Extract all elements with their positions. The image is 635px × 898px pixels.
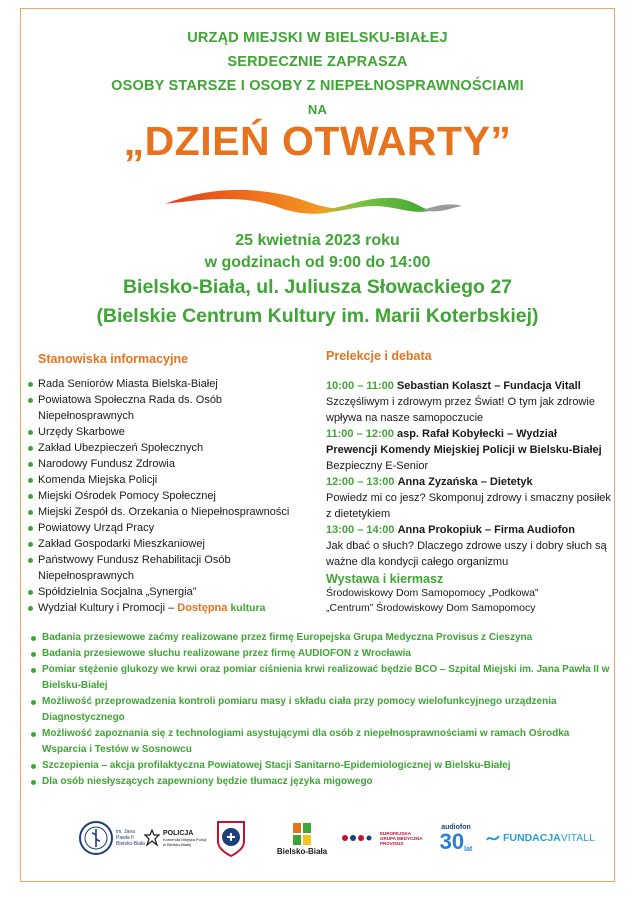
header-line-3: OSOBY STARSZE I OSOBY Z NIEPEŁNOSPRAWNOŚCIAMI xyxy=(111,78,524,94)
service-item: Szczepienia – akcja profilaktyczna Powiatowej Stacji Sanitarno-Epidemiologicznej w Bielsku-Białej xyxy=(28,758,614,774)
fire-brigade-logo xyxy=(214,812,254,864)
audiofon-lat: lat xyxy=(464,845,473,853)
city-crest-icon xyxy=(291,821,313,847)
lecture-speaker: asp. Rafał Kobyłecki – Wydział Prewencji Komendy Miejskiej Policji w Bielsku-Białej xyxy=(326,428,602,456)
hospital-logo xyxy=(78,812,148,864)
audiofon-years: 30 xyxy=(439,828,465,854)
event-date: 25 kwietnia 2023 roku xyxy=(235,232,400,249)
event-hours: w godzinach od 9:00 do 14:00 xyxy=(204,254,431,271)
service-item: Badania przesiewowe zaćmy realizowane przez firmę Europejska Grupa Medyczna Provisus z Cieszyna xyxy=(28,630,614,646)
header-line-4: NA xyxy=(307,102,328,117)
provisus-logo xyxy=(380,812,430,864)
police-logo xyxy=(144,812,214,864)
list-item: Miejski Zespół ds. Orzekania o Niepełnosprawności xyxy=(24,504,304,520)
police-caption: Komenda Miejska Policji w Bielsku-Białej xyxy=(163,836,207,847)
fire-brigade-badge-icon xyxy=(214,818,248,858)
audiofon-logo xyxy=(432,812,480,864)
event-venue: (Bielskie Centrum Kultury im. Marii Koterbskiej) xyxy=(96,305,539,327)
culture-suffix: kultura xyxy=(230,602,266,614)
lecture-item xyxy=(326,426,611,474)
hospital-caption: im. Jana Pawła II Bielsko-Biała xyxy=(116,829,145,847)
lectures-title: Prelekcje i debata xyxy=(326,349,432,363)
event-address: Bielsko-Biała, ul. Juliusza Słowackiego 27 xyxy=(122,276,513,298)
lecture-speaker: Sebastian Kolaszt – Fundacja Vitall xyxy=(396,380,581,392)
lecture-topic: Szczęśliwym i zdrowym przez Świat! O tym jak zdrowie wpływa na nasze samopoczucie xyxy=(326,396,595,424)
lecture-time: 11:00 – 12:00 xyxy=(326,428,394,440)
list-item: Komenda Miejska Policji xyxy=(24,472,304,488)
service-item: Możliwość przeprowadzenia kontroli pomiaru masy i składu ciała przy pomocy wielofunkcyjnego urządzenia Diagnostycznego xyxy=(28,694,614,726)
partner-logos xyxy=(30,812,610,864)
stands-list xyxy=(24,376,304,616)
service-item: Badania przesiewowe słuchu realizowane przez firmę AUDIOFON z Wrocławia xyxy=(28,646,614,662)
exhibition-item: Środowiskowy Dom Samopomocy „Podkowa” xyxy=(326,587,539,599)
culture-prefix: Wydział Kultury i Promocji – xyxy=(38,602,175,614)
police-name: POLICJA xyxy=(163,829,194,837)
header-line-1: URZĄD MIEJSKI W BIELSKU-BIAŁEJ xyxy=(187,30,448,46)
culture-accent: Dostępna xyxy=(177,602,228,614)
city-logo xyxy=(272,812,332,864)
provisus-caption: EUROPEJSKA GRUPA MEDYCZNA PROVISUS xyxy=(380,830,423,846)
stands-title: Stanowiska informacyjne xyxy=(38,352,189,366)
lecture-item xyxy=(326,522,611,570)
city-caption: Bielsko-Biała xyxy=(276,846,328,856)
lecture-topic: Powiedz mi co jesz? Skomponuj zdrowy i smaczny posiłek z dietetykiem xyxy=(326,492,611,520)
list-item: Spółdzielnia Socjalna „Synergia” xyxy=(24,584,304,600)
lecture-time: 10:00 – 11:00 xyxy=(326,380,394,392)
dots-logo xyxy=(340,812,376,864)
list-item: Narodowy Fundusz Zdrowia xyxy=(24,456,304,472)
list-item: Zakład Ubezpieczeń Społecznych xyxy=(24,440,304,456)
header-line-2: SERDECZNIE ZAPRASZA xyxy=(227,54,408,70)
vitall-wave-icon xyxy=(486,832,500,844)
service-item: Pomiar stężenie glukozy we krwi oraz pomiar ciśnienia krwi realizować będzie BCO – Szpital Miejski im. Jana Pawła II w Bielsku-Białej xyxy=(28,662,614,694)
lecture-topic: Bezpieczny E-Senior xyxy=(326,460,429,472)
service-item: Możliwość zapoznania się z technologiami asystującymi dla osób z niepełnosprawnościami w ramach Ośrodka Wsparcia i Testów w Sosnowcu xyxy=(28,726,614,758)
lecture-speaker: Anna Zyzańska – Dietetyk xyxy=(397,476,533,488)
list-item: Urzędy Skarbowe xyxy=(24,424,304,440)
wave-ribbon-graphic xyxy=(160,182,465,220)
fundacja-suffix: VITALL xyxy=(560,832,595,844)
dots-graphic-icon xyxy=(340,828,372,848)
lecture-time: 13:00 – 14:00 xyxy=(326,524,395,536)
event-title: „DZIEŃ OTWARTY” xyxy=(123,118,512,164)
exhibition-item: „Centrum” Środowiskowy Dom Samopomocy xyxy=(326,601,536,614)
audiofon-name: audiofon xyxy=(441,823,471,831)
exhibition-list xyxy=(326,586,611,615)
lecture-speaker: Anna Prokopiuk – Firma Audiofon xyxy=(397,524,575,536)
list-item: Rada Seniorów Miasta Bielska-Białej xyxy=(24,376,304,392)
list-item: Państwowy Fundusz Rehabilitacji Osób Niepełnosprawnych xyxy=(24,552,304,584)
lecture-time: 12:00 – 13:00 xyxy=(326,476,395,488)
list-item: Powiatowy Urząd Pracy xyxy=(24,520,304,536)
hospital-seal-icon xyxy=(78,820,114,856)
list-item: Zakład Gospodarki Mieszkaniowej xyxy=(24,536,304,552)
lectures-list xyxy=(326,378,611,570)
service-item: Dla osób niesłyszących zapewniony będzie tłumacz języka migowego xyxy=(28,774,614,790)
fundacja-prefix: FUNDACJA xyxy=(503,832,561,844)
lecture-item xyxy=(326,474,611,522)
police-star-icon xyxy=(144,829,160,847)
list-item: Powiatowa Społeczna Rada ds. Osób Niepełnosprawnych xyxy=(24,392,304,424)
lecture-item xyxy=(326,378,611,426)
list-item: Miejski Ośrodek Pomocy Społecznej xyxy=(24,488,304,504)
lecture-topic: Jak dbać o słuch? Dlaczego zdrowe uszy i dobry słuch są ważne dla kondycji całego organizmu xyxy=(326,540,607,568)
services-list xyxy=(28,630,614,790)
list-item-culture xyxy=(24,600,304,616)
fundacja-vitall-logo xyxy=(486,812,610,864)
exhibition-title: Wystawa i kiermasz xyxy=(326,572,444,586)
